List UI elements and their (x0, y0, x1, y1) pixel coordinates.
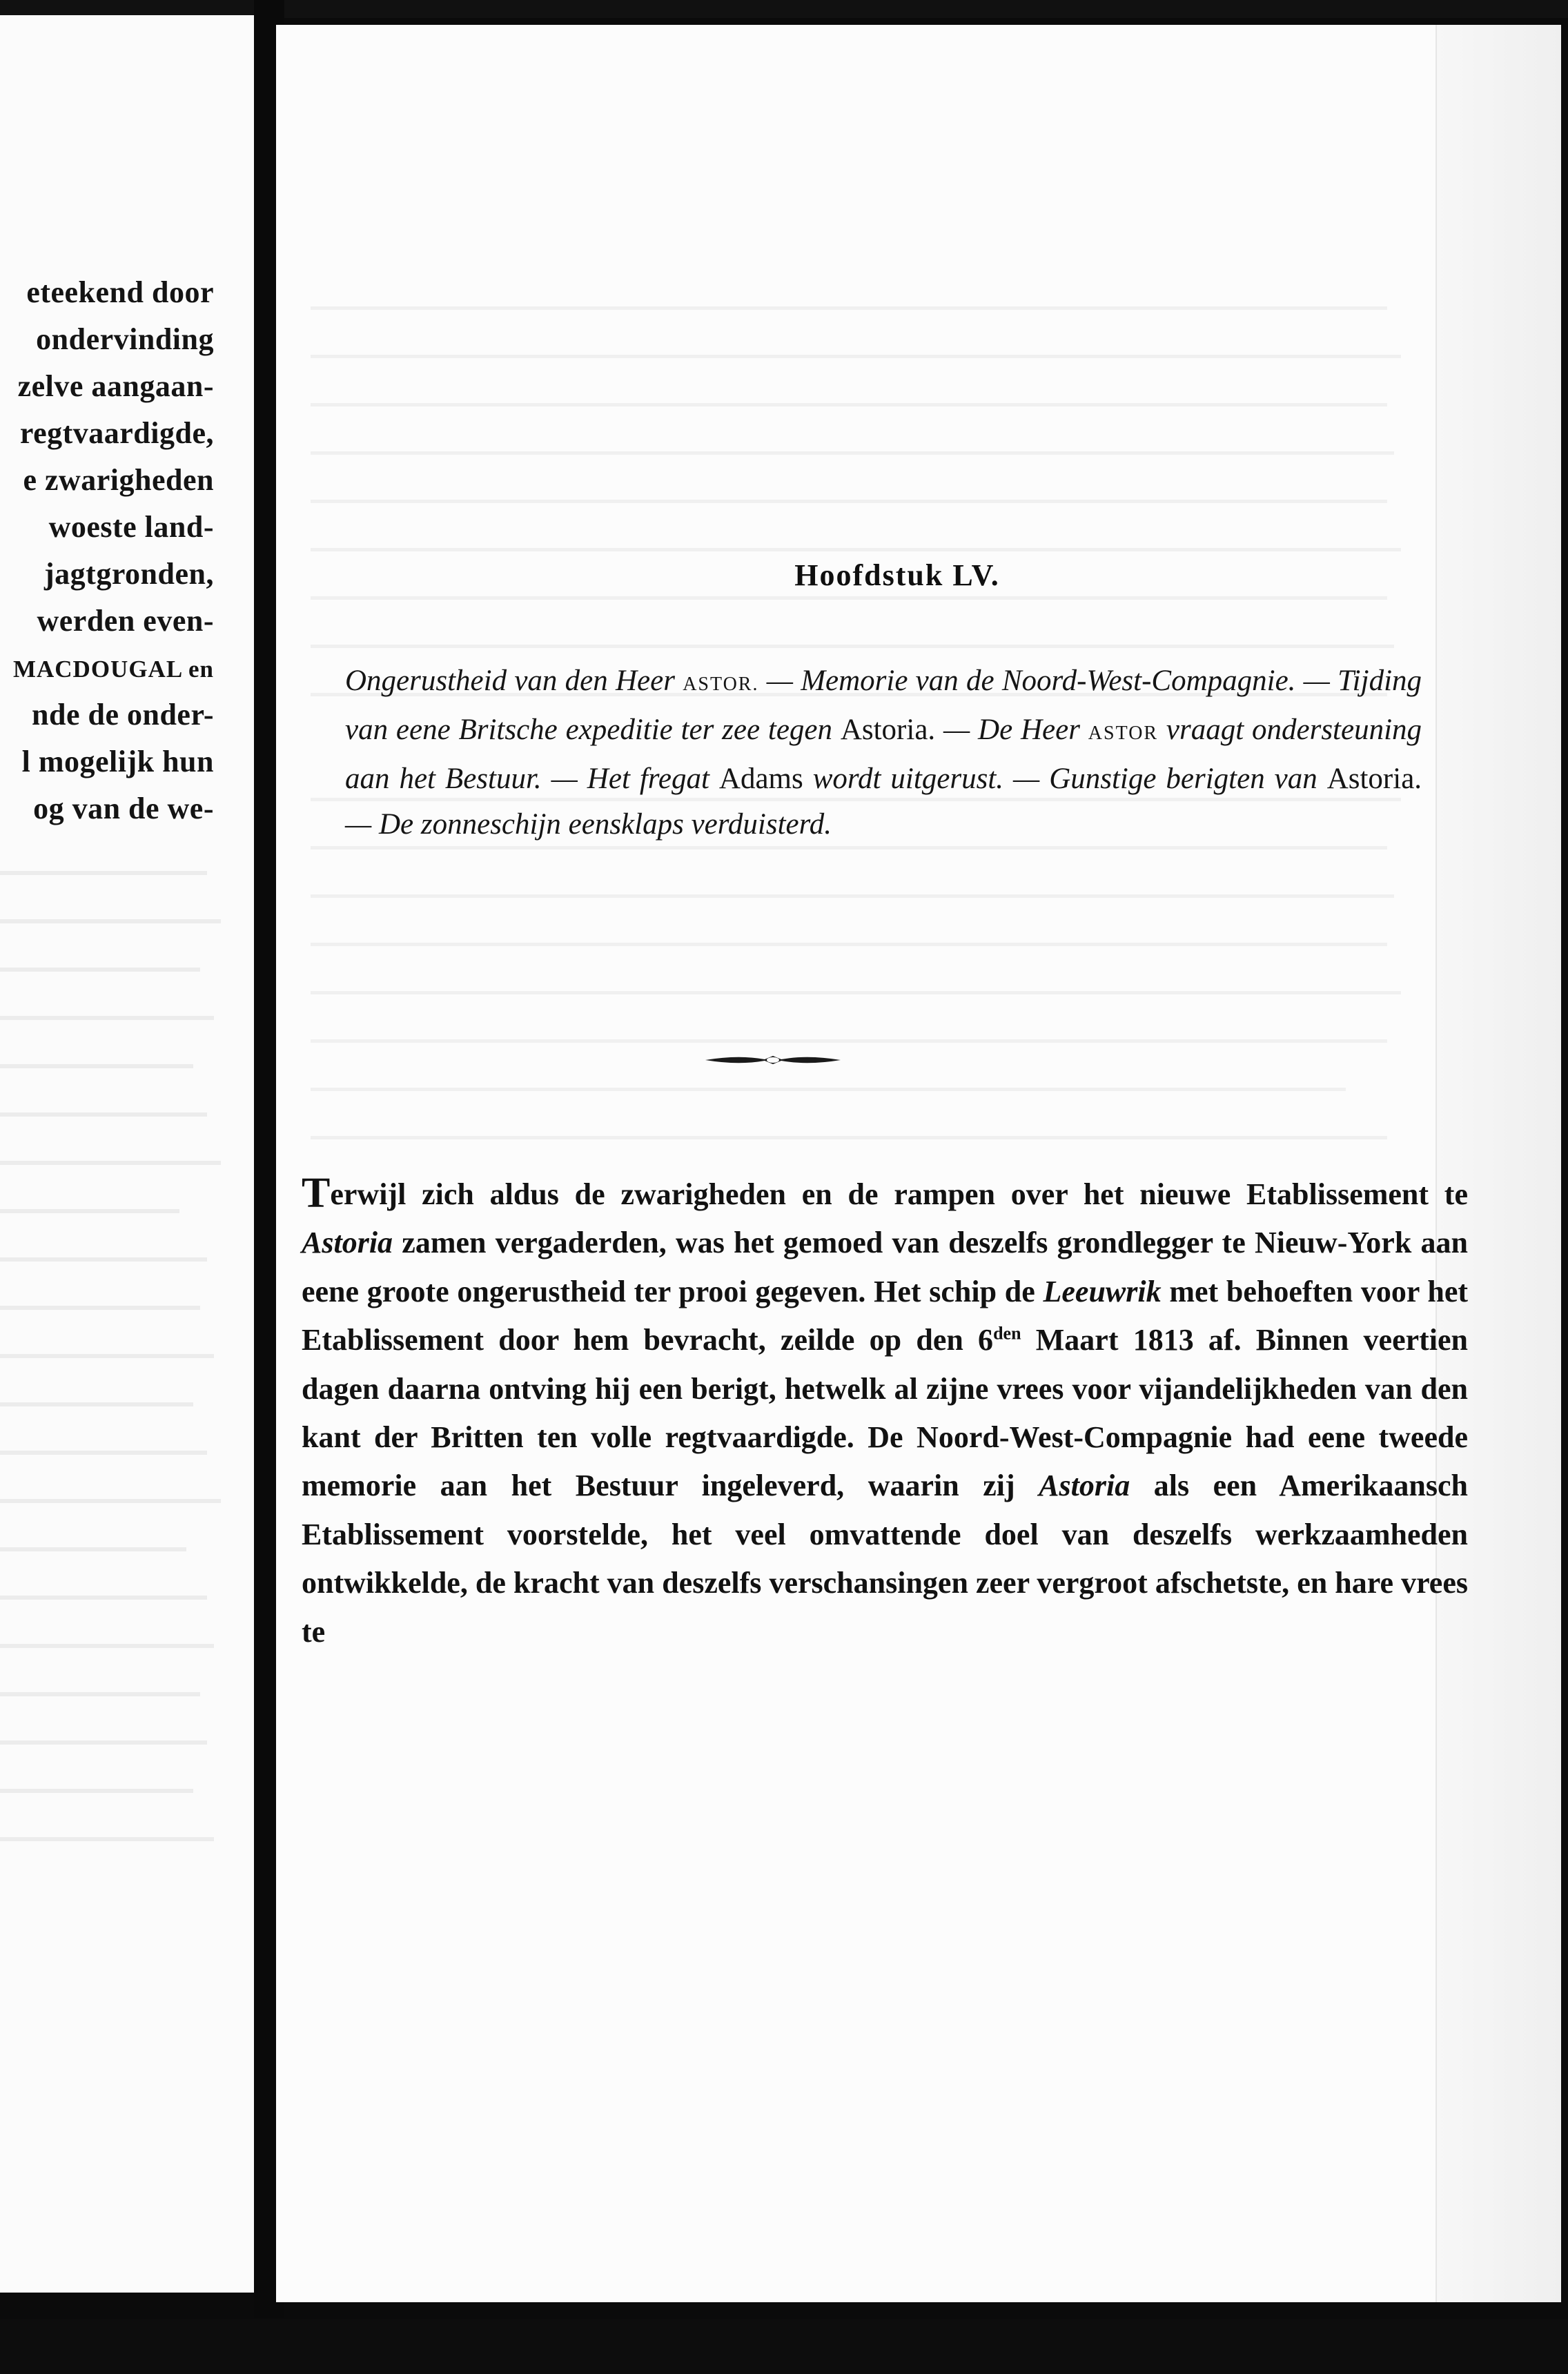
scan-border-bottom (0, 2319, 1568, 2374)
page-edge-shade (1435, 25, 1561, 2302)
show-through-line (0, 1064, 193, 1068)
chapter-body (302, 1170, 1468, 1656)
summary-text: — Memorie van de Noord-West-Compagnie. — Tijding van eene Britsche expeditie ter zee tegen (345, 665, 1422, 746)
left-page (0, 15, 254, 2293)
left-page-line: og van de we- (33, 792, 214, 825)
body-italic-ship: Leeuwrik (1043, 1274, 1162, 1308)
chapter-title: Hoofdstuk LV. (794, 558, 1000, 592)
show-through-line (311, 403, 1387, 406)
show-through-line (0, 1354, 214, 1358)
body-text: als een Amerikaansch Etablissement voorstelde, het veel omvattende doel van deszelfs werkzaamheden ontwikkelde, de kracht van deszelfs verschansingen zeer vergroot afschetste, en hare vrees te (302, 1469, 1469, 1649)
show-through-line (311, 596, 1387, 600)
left-page-line: jagtgronden, (44, 557, 214, 591)
body-text: met behoeften voor het Etablissement door hem bevracht, zeilde op den 6 (302, 1274, 1469, 1357)
show-through-line (311, 1136, 1387, 1139)
body-text: erwijl zich aldus de zwarigheden en de rampen over het nieuwe Etablissement te (330, 1177, 1468, 1211)
left-page-line: zelve aangaan- (17, 369, 214, 403)
summary-place-name: Astoria. (1326, 763, 1422, 795)
show-through-line (0, 1692, 200, 1696)
body-italic-place: Astoria (1039, 1469, 1130, 1503)
show-through-line (311, 645, 1394, 648)
summary-text: vraagt ondersteuning aan het Bestuur. — Het fregat (345, 714, 1422, 795)
summary-place-name: Astoria. (840, 714, 936, 746)
left-page-line: e zwarigheden (23, 463, 214, 497)
show-through-line (311, 943, 1387, 946)
show-through-line (0, 1016, 214, 1020)
show-through-line (0, 871, 207, 875)
show-through-line (311, 500, 1387, 503)
show-through-line (0, 919, 221, 923)
show-through-line (311, 894, 1394, 898)
show-through-line (311, 451, 1394, 455)
show-through-line (0, 1257, 207, 1262)
show-through-line (0, 1402, 193, 1406)
show-through-line (0, 1740, 207, 1745)
show-through-line (0, 1547, 186, 1551)
summary-ship-name: Adams (718, 763, 803, 795)
left-page-line: werden even- (37, 604, 214, 638)
body-text: zamen vergaderden, was het gemoed van deszelfs grondlegger te Nieuw-York aan eene groote ongerustheid ter prooi gegeven. Het schip de (302, 1226, 1469, 1308)
show-through-line (0, 968, 200, 972)
show-through-line (0, 1112, 207, 1117)
show-through-line (311, 1039, 1387, 1043)
body-text: Maart 1813 af. Binnen veertien dagen daarna ontving hij een berigt, hetwelk al zijne vrees voor vijandelijkheden van den kant der Britten ten volle regtvaardigde. De Noord-West-Compagnie had eene tweede memorie aan het Bestuur ingeleverd, waarin zij (302, 1323, 1469, 1503)
show-through-line (311, 1088, 1346, 1091)
show-through-line (311, 355, 1401, 358)
show-through-line (311, 306, 1387, 310)
summary-name-smallcaps: ASTOR. (683, 674, 759, 695)
divider-ornament (704, 1052, 842, 1068)
left-page-line: ondervinding (36, 322, 214, 356)
show-through-line (0, 1209, 179, 1213)
show-through-line (0, 1644, 214, 1648)
show-through-line (0, 1837, 214, 1841)
show-through-line (0, 1451, 207, 1455)
show-through-line (0, 1306, 200, 1310)
left-page-line: eteekend door (26, 275, 214, 309)
main-page (276, 25, 1561, 2302)
body-italic-place: Astoria (302, 1226, 393, 1260)
ordinal-superscript: den (993, 1323, 1021, 1344)
left-page-line: regtvaardigde, (19, 416, 214, 450)
left-page-line: MACDOUGAL en (12, 656, 214, 683)
summary-text: — De Heer (943, 714, 1080, 746)
left-page-line: woeste land- (48, 510, 214, 544)
show-through-line (311, 991, 1401, 994)
show-through-line (0, 1499, 221, 1503)
summary-text: wordt uitgerust. — Gunstige berigten van (812, 763, 1317, 795)
left-page-line: nde de onder- (32, 698, 214, 732)
show-through-line (0, 1161, 221, 1165)
summary-text: — De zonneschijn eensklaps verduisterd. (345, 808, 832, 841)
summary-text: Ongerustheid van den Heer (345, 665, 675, 697)
show-through-line (0, 1789, 193, 1793)
drop-cap: T (302, 1170, 331, 1217)
show-through-line (311, 548, 1401, 551)
summary-name-smallcaps: ASTOR (1088, 723, 1159, 744)
chapter-summary (345, 658, 1422, 847)
left-page-line: l mogelijk hun (21, 745, 214, 778)
show-through-line (0, 1596, 207, 1600)
